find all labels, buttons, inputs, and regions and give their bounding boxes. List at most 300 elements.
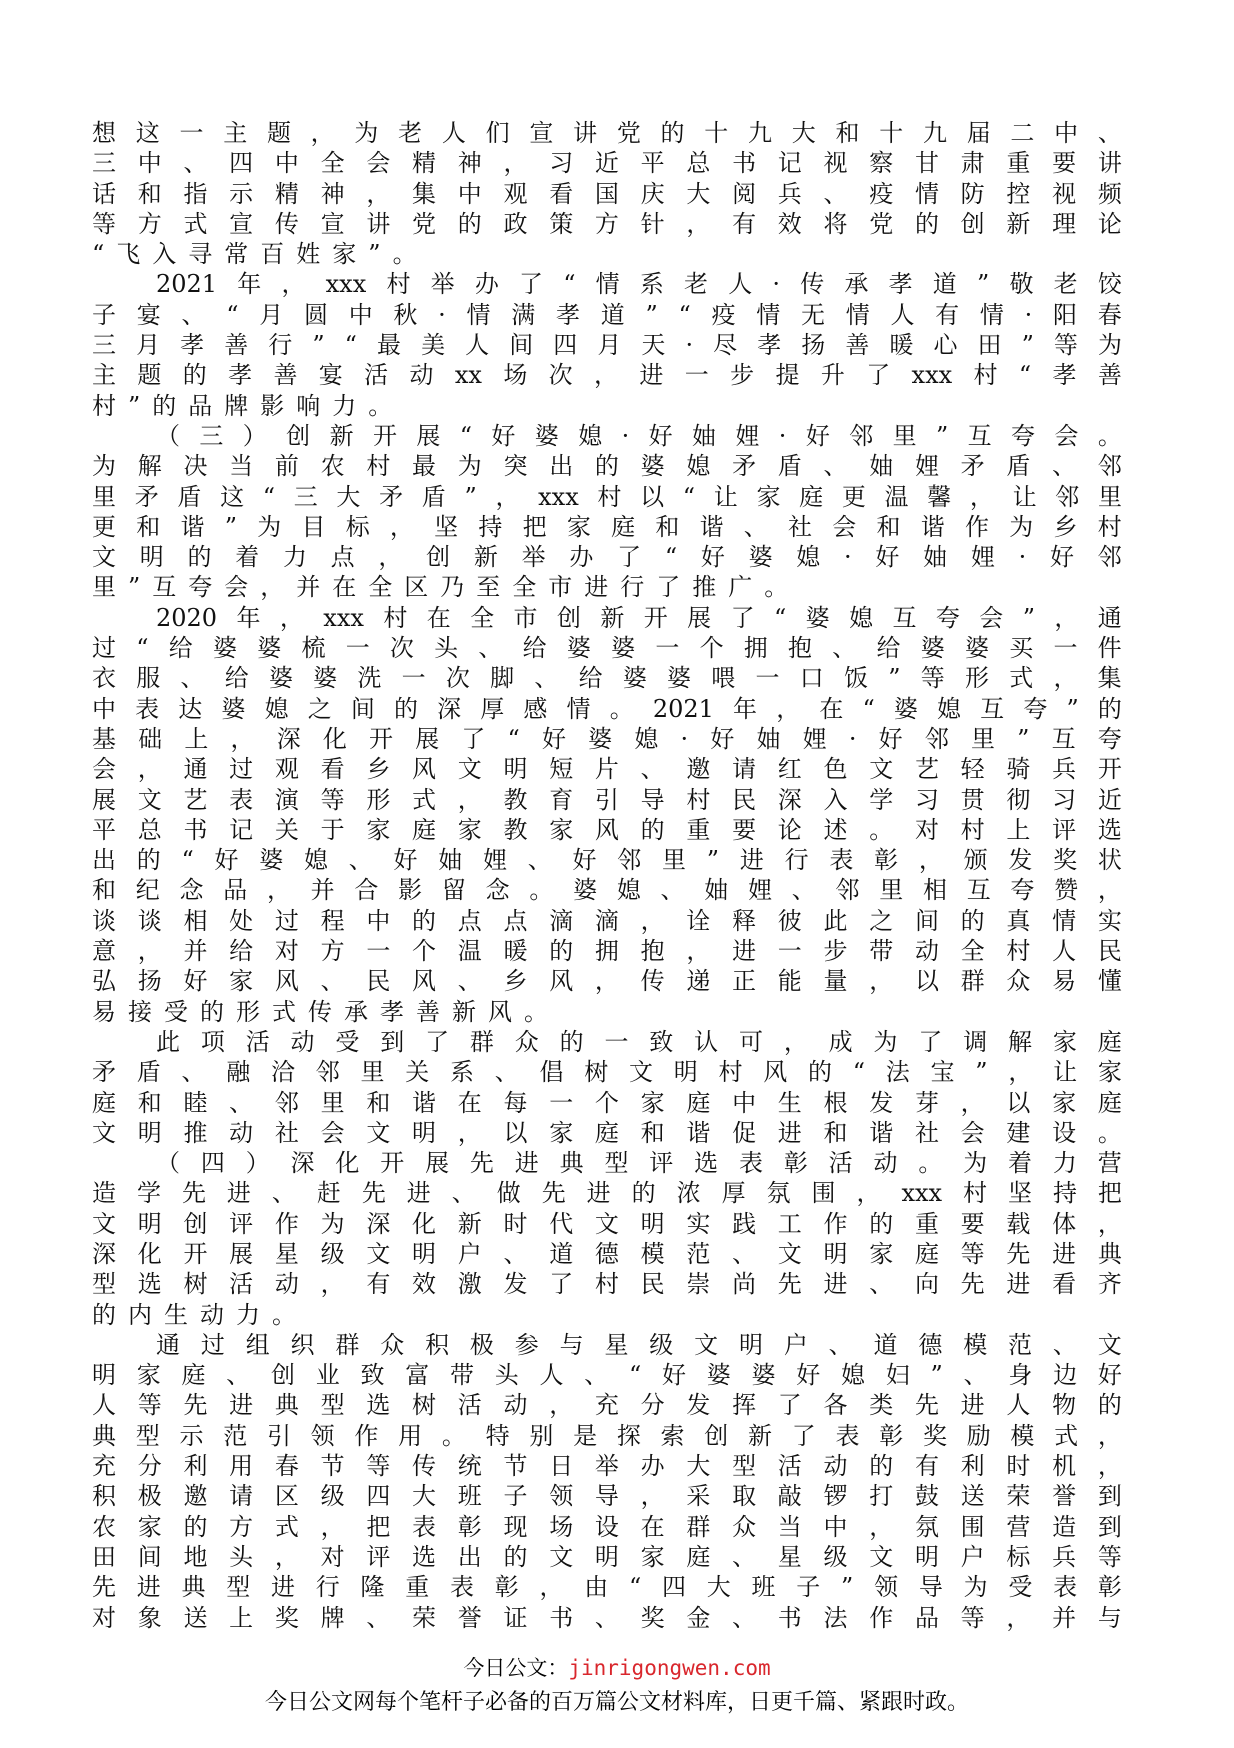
text-glyph: 家: [1052, 1088, 1077, 1117]
text-glyph: 基: [92, 724, 116, 753]
text-glyph: 升: [820, 361, 845, 390]
text-glyph: 大: [706, 1573, 731, 1602]
text-glyph: 金: [686, 1603, 711, 1632]
text-glyph: 明: [412, 1118, 437, 1147]
text-glyph: 的: [869, 1452, 894, 1481]
text-glyph: 开: [380, 1149, 405, 1178]
text-glyph: 看: [320, 755, 345, 784]
text-glyph: 化: [137, 1239, 162, 1268]
text-glyph: 和: [823, 1118, 848, 1147]
text-glyph: 婆: [964, 634, 989, 663]
text-glyph: 典: [559, 1149, 584, 1178]
text-glyph: “: [1018, 361, 1032, 390]
text-glyph: 上: [229, 1603, 254, 1632]
text-glyph: 、: [226, 1361, 251, 1390]
text-glyph: 的: [187, 543, 212, 572]
text-glyph: 服: [136, 664, 161, 693]
text-glyph: 开: [183, 1239, 208, 1268]
text-glyph: 极: [469, 1330, 494, 1359]
text-line: [92, 148, 1122, 178]
text-glyph: 是: [573, 1421, 598, 1450]
text-glyph: 为: [963, 1149, 988, 1178]
text-glyph: 承: [844, 270, 869, 299]
text-glyph: 化: [335, 1149, 360, 1178]
text-glyph: 等: [960, 1239, 985, 1268]
text-glyph: ，: [266, 876, 291, 905]
text-glyph: 、: [732, 1542, 757, 1571]
text-glyph: 大: [686, 1452, 711, 1481]
text-glyph: 里: [360, 1058, 385, 1087]
text-glyph: 在: [457, 1088, 482, 1117]
text-glyph: 媳: [841, 1361, 866, 1390]
text-glyph: 奖: [922, 1421, 947, 1450]
text-glyph: 品: [188, 391, 213, 420]
text-glyph: 夸: [935, 603, 960, 632]
text-glyph: 善: [1097, 361, 1122, 390]
text-glyph: 过: [92, 634, 116, 663]
text-glyph: 载: [1006, 1209, 1031, 1238]
text-glyph: 理: [1052, 209, 1077, 238]
text-glyph: 了: [656, 573, 681, 602]
text-glyph: 星: [604, 1330, 629, 1359]
text-glyph: 。: [272, 1300, 296, 1329]
text-glyph: 等: [1053, 331, 1078, 360]
text-glyph: 婆: [313, 664, 338, 693]
text-glyph: 赞: [1054, 876, 1079, 905]
text-glyph: 明: [738, 1330, 763, 1359]
text-glyph: 个: [699, 634, 724, 663]
text-glyph: “: [862, 694, 875, 723]
text-glyph: 的: [152, 391, 177, 420]
text-glyph: 视: [1052, 179, 1077, 208]
text-glyph: 营: [1006, 1512, 1031, 1541]
text-glyph: 、: [743, 512, 768, 541]
text-glyph: 社: [788, 512, 813, 541]
text-glyph: 示: [229, 179, 254, 208]
text-glyph: 承: [344, 997, 368, 1026]
text-glyph: 深: [437, 694, 462, 723]
text-glyph: 饺: [1097, 270, 1122, 299]
text-glyph: 大: [336, 482, 361, 511]
text-glyph: 社: [914, 1118, 939, 1147]
text-glyph: 一: [345, 634, 370, 663]
text-glyph: 围: [960, 1512, 985, 1541]
text-glyph: “: [92, 240, 105, 269]
text-glyph: 的: [631, 1179, 656, 1208]
text-glyph: 书: [777, 1603, 802, 1632]
text-glyph: 善: [273, 361, 298, 390]
text-glyph: 家: [566, 512, 591, 541]
text-glyph: 全: [320, 149, 345, 178]
text-glyph: 盾: [1006, 452, 1031, 481]
text-glyph: 导: [594, 1482, 619, 1511]
text-glyph: 有: [914, 1452, 939, 1481]
text-glyph: 利: [183, 1452, 208, 1481]
text-glyph: 为: [457, 452, 482, 481]
text-glyph: 家: [549, 815, 574, 844]
text-glyph: 精: [412, 149, 437, 178]
text-glyph: 情: [566, 694, 591, 723]
text-glyph: 群: [686, 1512, 711, 1541]
text-glyph: 邻: [849, 421, 874, 450]
text-glyph: 家: [640, 1088, 665, 1117]
text-glyph: 级: [823, 1542, 848, 1571]
text-glyph: 头: [229, 1542, 254, 1571]
text-glyph: 建: [1006, 1118, 1031, 1147]
text-glyph: 牌: [320, 1603, 345, 1632]
text-glyph: 用: [229, 1452, 254, 1481]
text-glyph: 众: [380, 1330, 405, 1359]
text-glyph: 化: [322, 724, 347, 753]
text-glyph: 间: [137, 1542, 162, 1571]
text-glyph: ，: [856, 1179, 881, 1208]
text-glyph: 老: [684, 270, 709, 299]
text-glyph: 书: [183, 815, 208, 844]
text-glyph: 这: [135, 119, 160, 147]
text-glyph: 进: [584, 573, 609, 602]
text-glyph: 进: [271, 1573, 295, 1602]
text-glyph: 频: [1097, 179, 1122, 208]
text-glyph: 并: [310, 876, 335, 905]
text-glyph: 了: [791, 1421, 816, 1450]
text-glyph: 明: [640, 1209, 665, 1238]
text-glyph: 孝: [757, 331, 782, 360]
text-glyph: 道: [873, 1330, 898, 1359]
text-glyph: 家: [332, 240, 357, 269]
text-glyph: 系: [450, 1058, 474, 1087]
text-glyph: 婆: [893, 694, 918, 723]
text-glyph: 受: [335, 1027, 360, 1056]
text-glyph: 中: [366, 906, 391, 935]
text-glyph: 类: [869, 1391, 894, 1420]
text-glyph: 传: [800, 270, 825, 299]
text-glyph: 先: [960, 1270, 985, 1299]
text-glyph: ，: [310, 119, 335, 147]
text-glyph: 区: [274, 1482, 299, 1511]
text-glyph: 间: [914, 906, 939, 935]
text-glyph: 明: [823, 1239, 848, 1268]
text-glyph: 各: [823, 1391, 848, 1420]
text-glyph: 甘: [914, 149, 939, 178]
text-glyph: 的: [559, 1027, 584, 1056]
text-line: [92, 118, 1122, 148]
text-glyph: 当: [229, 452, 254, 481]
text-glyph: 众: [1006, 967, 1031, 996]
text-glyph: 活: [777, 1452, 802, 1481]
text-glyph: 庭: [799, 482, 824, 511]
text-glyph: 里: [92, 482, 116, 511]
text-glyph: 媳: [264, 694, 289, 723]
text-glyph: ”: [128, 391, 141, 420]
text-glyph: 一: [684, 361, 709, 390]
text-glyph: 领: [874, 1573, 899, 1602]
text-glyph: 家: [137, 1512, 162, 1541]
text-glyph: 彰: [494, 1573, 519, 1602]
text-glyph: （: [156, 421, 180, 450]
text-glyph: 风: [549, 967, 574, 996]
text-glyph: 娌: [802, 724, 827, 753]
text-glyph: 展: [415, 724, 440, 753]
text-line: [92, 633, 1122, 663]
text-glyph: 满: [511, 300, 536, 329]
text-glyph: 文: [549, 1542, 574, 1571]
text-glyph: 明: [914, 1542, 939, 1571]
text-glyph: 和: [655, 512, 680, 541]
text-glyph: 重: [686, 815, 711, 844]
text-glyph: 、: [271, 1179, 296, 1208]
text-glyph: 的: [183, 1512, 208, 1541]
text-glyph: 传: [274, 209, 299, 238]
text-glyph: 邻: [315, 1058, 340, 1087]
text-glyph: 三: [293, 482, 318, 511]
text-glyph: 人: [1052, 937, 1077, 966]
text-glyph: 业: [315, 1361, 340, 1390]
text-glyph: 解: [1008, 1027, 1033, 1056]
text-glyph: 要: [960, 1209, 985, 1238]
text-glyph: 举: [430, 270, 455, 299]
text-glyph: 馨: [927, 482, 952, 511]
text-glyph: 动: [503, 1391, 528, 1420]
text-glyph: 讲: [366, 209, 391, 238]
text-line: [92, 239, 1122, 269]
text-glyph: 道: [549, 1239, 574, 1268]
footer-site-url[interactable]: jinrigongwen.com: [568, 1656, 771, 1680]
text-glyph: 在: [332, 573, 357, 602]
text-glyph: 物: [1052, 1391, 1077, 1420]
text-glyph: 宣: [229, 209, 254, 238]
text-glyph: 想: [92, 119, 116, 147]
text-line: [92, 936, 1122, 966]
text-glyph: 赶: [316, 1179, 341, 1208]
text-glyph: “: [563, 270, 576, 299]
text-glyph: 记: [229, 815, 254, 844]
text-glyph: 动: [229, 1118, 254, 1147]
text-glyph: 重: [405, 1573, 430, 1602]
text-line: [92, 1088, 1122, 1118]
text-glyph: 象: [137, 1603, 162, 1632]
text-glyph: 田: [92, 1542, 116, 1571]
text-glyph: 婆: [573, 876, 598, 905]
text-glyph: xxx: [911, 361, 953, 390]
text-glyph: 创: [183, 1209, 208, 1238]
text-glyph: 促: [732, 1118, 757, 1147]
text-glyph: 有: [732, 209, 757, 238]
text-glyph: 影: [260, 391, 285, 420]
text-glyph: 班: [457, 1482, 482, 1511]
text-glyph: 人: [890, 300, 915, 329]
text-line: [92, 482, 1122, 512]
text-glyph: 选: [1097, 815, 1122, 844]
text-glyph: 形: [236, 997, 260, 1026]
text-glyph: ，: [783, 1027, 808, 1056]
text-glyph: 先: [361, 1179, 386, 1208]
text-glyph: 办: [640, 1452, 665, 1481]
text-glyph: 场: [549, 1512, 574, 1541]
text-glyph: 氛: [766, 1179, 791, 1208]
text-glyph: 地: [183, 1542, 208, 1571]
text-glyph: 近: [594, 149, 619, 178]
text-glyph: 妯: [704, 876, 729, 905]
text-glyph: 好: [393, 846, 418, 875]
text-glyph: 范: [686, 1239, 711, 1268]
text-glyph: 活: [229, 1270, 254, 1299]
text-glyph: 二: [1010, 119, 1035, 147]
text-glyph: 为: [873, 1027, 898, 1056]
text-glyph: 孝: [888, 270, 913, 299]
text-glyph: 会: [960, 1118, 985, 1147]
text-glyph: 成: [828, 1027, 853, 1056]
text-glyph: 妯: [692, 421, 716, 450]
text-glyph: ”: [128, 573, 141, 602]
text-glyph: 邀: [686, 755, 711, 784]
text-glyph: 谐: [869, 1118, 894, 1147]
text-glyph: 庭: [181, 1361, 206, 1390]
text-glyph: 明: [594, 1542, 619, 1571]
text-line: [92, 542, 1122, 572]
text-glyph: 为: [963, 1573, 988, 1602]
text-glyph: 推: [183, 1118, 208, 1147]
text-glyph: 论: [777, 815, 802, 844]
text-glyph: 进: [586, 1179, 611, 1208]
text-glyph: 乡: [503, 967, 528, 996]
text-glyph: 先: [181, 1179, 206, 1208]
text-glyph: ，: [1097, 1209, 1122, 1238]
text-glyph: 的: [660, 119, 685, 147]
text-glyph: 媳: [578, 421, 603, 450]
text-glyph: 分: [137, 1452, 162, 1481]
text-glyph: 此: [823, 906, 848, 935]
text-glyph: 三: [199, 421, 224, 450]
text-glyph: 骑: [1006, 755, 1031, 784]
text-glyph: 无: [800, 300, 825, 329]
text-glyph: 月: [597, 331, 622, 360]
text-line: [92, 209, 1122, 239]
text-glyph: ，: [640, 906, 665, 935]
text-glyph: 兵: [777, 179, 802, 208]
text-glyph: 里: [662, 846, 687, 875]
text-glyph: 。: [524, 997, 548, 1026]
text-glyph: 老: [1053, 270, 1078, 299]
text-glyph: ，: [1097, 1452, 1122, 1481]
text-glyph: 体: [1052, 1209, 1077, 1238]
text-glyph: 人: [728, 270, 753, 299]
text-glyph: 家: [366, 815, 391, 844]
text-glyph: 互: [966, 876, 991, 905]
text-glyph: 法: [885, 1058, 910, 1087]
text-glyph: xxx: [323, 603, 364, 632]
text-glyph: 政: [503, 209, 528, 238]
text-glyph: 关: [405, 1058, 430, 1087]
text-glyph: ”: [224, 512, 237, 541]
text-glyph: 作: [869, 1603, 894, 1632]
text-glyph: 里: [892, 421, 917, 450]
text-glyph: 家: [229, 967, 254, 996]
text-glyph: 把: [1097, 1179, 1122, 1208]
text-glyph: ，: [1054, 603, 1079, 632]
text-glyph: 、: [732, 1239, 757, 1268]
text-glyph: 标: [345, 512, 370, 541]
text-glyph: 在: [640, 1512, 665, 1541]
text-glyph: 工: [777, 1209, 802, 1238]
text-glyph: 会: [224, 573, 249, 602]
text-glyph: 场: [503, 361, 528, 390]
text-glyph: 系: [639, 270, 664, 299]
text-glyph: 、: [181, 300, 206, 329]
text-glyph: 庭: [1097, 1027, 1122, 1056]
text-glyph: 融: [226, 1058, 251, 1087]
text-glyph: 正: [732, 967, 757, 996]
text-line: [92, 724, 1122, 754]
text-glyph: 给: [578, 664, 603, 693]
text-glyph: 婆: [566, 634, 591, 663]
text-glyph: 抱: [788, 634, 813, 663]
text-glyph: 会: [1054, 421, 1079, 450]
text-glyph: 矛: [379, 482, 404, 511]
text-glyph: ，: [378, 543, 403, 572]
text-glyph: 点: [330, 543, 355, 572]
text-glyph: 和: [136, 512, 161, 541]
text-glyph: ·: [438, 300, 446, 329]
text-glyph: 生: [164, 1300, 188, 1329]
text-glyph: ，: [640, 1482, 665, 1511]
text-glyph: 相: [922, 876, 947, 905]
text-glyph: 明: [92, 1361, 116, 1390]
text-glyph: 兵: [1052, 1542, 1077, 1571]
text-glyph: 等: [137, 1391, 162, 1420]
text-glyph: 孝: [180, 331, 205, 360]
text-glyph: 一: [1053, 634, 1078, 663]
text-glyph: 看: [1052, 1270, 1077, 1299]
text-glyph: 到: [1097, 1482, 1122, 1511]
text-glyph: 拥: [743, 634, 768, 663]
text-glyph: 妯: [923, 543, 948, 572]
text-line: [92, 845, 1122, 875]
text-glyph: 村: [383, 603, 408, 632]
text-line: [92, 1572, 1122, 1602]
text-glyph: 视: [823, 149, 848, 178]
text-glyph: 大: [791, 119, 816, 147]
text-glyph: 互: [980, 694, 1005, 723]
text-glyph: 进: [777, 1118, 802, 1147]
text-glyph: 好: [1097, 1361, 1122, 1390]
text-glyph: 娌: [748, 876, 773, 905]
text-line: [92, 421, 1122, 451]
text-glyph: 要: [732, 815, 757, 844]
text-glyph: 积: [92, 1482, 116, 1511]
text-glyph: 好: [214, 846, 239, 875]
text-glyph: ”: [930, 1361, 943, 1390]
text-glyph: 活: [828, 1149, 853, 1178]
text-glyph: 给: [224, 664, 249, 693]
text-line: [92, 663, 1122, 693]
text-glyph: 时: [503, 1209, 528, 1238]
text-glyph: 颁: [963, 846, 988, 875]
text-glyph: 型: [135, 1421, 160, 1450]
document-body: [92, 118, 1122, 1633]
text-line: [92, 997, 1122, 1027]
text-glyph: xxx: [538, 482, 579, 511]
text-glyph: ，: [869, 967, 894, 996]
text-glyph: 教: [503, 815, 528, 844]
text-glyph: ，: [1053, 664, 1078, 693]
text-glyph: 推: [692, 573, 717, 602]
text-glyph: 的: [594, 452, 619, 481]
text-glyph: 奖: [640, 1603, 665, 1632]
text-glyph: 十: [704, 119, 729, 147]
text-glyph: 睦: [183, 1088, 208, 1117]
text-glyph: 善: [224, 331, 249, 360]
text-glyph: 话: [92, 179, 116, 208]
